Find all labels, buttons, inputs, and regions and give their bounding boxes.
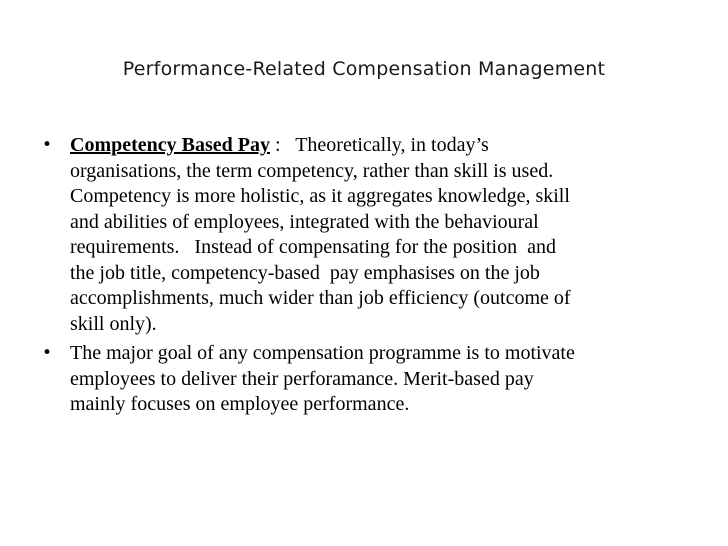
- bullet-2-line-3: mainly focuses on employee performance.: [70, 393, 410, 415]
- bullet-icon: •: [42, 343, 53, 363]
- bullet-1-line-7: accomplishments, much wider than job efficiency (outcome of: [70, 287, 571, 309]
- bullet-item-compensation-goal: [40, 341, 700, 418]
- bullet-1-line-6: the job title, competency-based pay emphasises on the job: [70, 261, 540, 284]
- term-competency-based-pay: Competency Based Pay: [70, 134, 270, 156]
- bullet-1-line-8: skill only).: [70, 312, 157, 335]
- bullet-icon: •: [42, 135, 53, 155]
- slide-title: Performance-Related Compensation Management: [122, 58, 606, 80]
- bullet-1-line-3: Competency is more holistic, as it aggregates knowledge, skill: [70, 185, 570, 207]
- bullet-1-line-1-text: Theoretically, in today’s: [295, 134, 489, 156]
- bullet-2-line-1: The major goal of any compensation programme is to motivate: [70, 342, 575, 364]
- term-separator: :: [269, 134, 296, 156]
- bullet-1-line-2: organisations, the term competency, rather than skill is used.: [70, 159, 554, 182]
- bullet-list: [40, 133, 700, 422]
- bullet-2-line-2: employees to deliver their perforamance. Merit-based pay: [70, 367, 534, 390]
- bullet-1-line-4: and abilities of employees, integrated with the behavioural: [70, 210, 539, 233]
- bullet-1-line-5: requirements. Instead of compensating for the position and: [70, 236, 556, 258]
- bullet-1-line-1: [70, 133, 700, 159]
- bullet-item-competency-based-pay: [40, 133, 700, 337]
